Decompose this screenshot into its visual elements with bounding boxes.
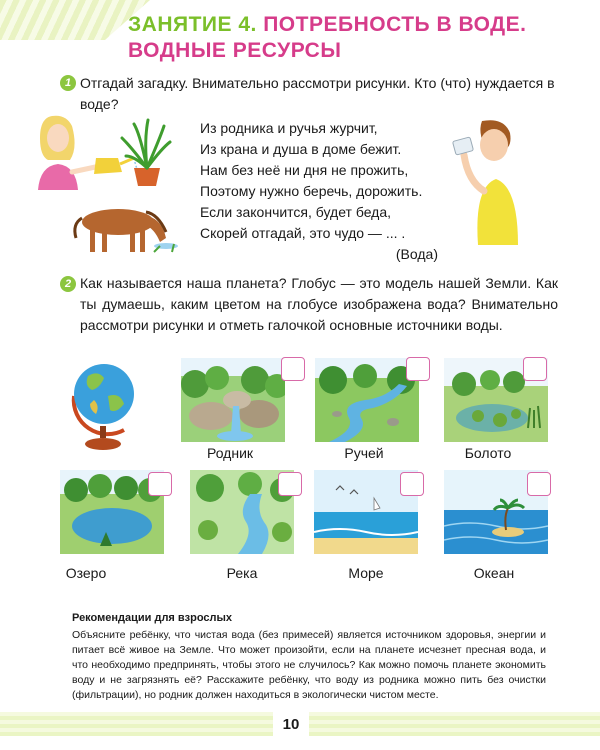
caption-lake: Озеро	[65, 565, 107, 581]
checkbox-ocean[interactable]	[527, 472, 551, 496]
caption-stream: Ручей	[344, 445, 384, 461]
caption-ocean: Океан	[473, 565, 515, 581]
caption-spring: Родник	[206, 445, 254, 461]
task-1-text: Отгадай загадку. Внимательно рассмотри рисунки. Кто (что) нуждается в воде?	[80, 75, 555, 112]
poem-line: Из крана и душа в доме бежит.	[200, 141, 402, 157]
checkbox-river[interactable]	[278, 472, 302, 496]
recommendations-title: Рекомендации для взрослых	[72, 612, 233, 624]
caption-sea: Море	[348, 565, 384, 581]
poem-line: Поэтому нужно беречь, дорожить.	[200, 183, 423, 199]
stream-image	[315, 358, 419, 442]
poem-line: Нам без неё ни дня не прожить,	[200, 162, 409, 178]
boy-drinking-image	[444, 115, 534, 245]
caption-swamp: Болото	[464, 445, 512, 461]
globe-image	[64, 356, 146, 452]
checkbox-spring[interactable]	[281, 357, 305, 381]
girl-watering-plant-image	[22, 108, 172, 190]
page-title	[128, 12, 526, 64]
riddle-answer: (Вода)	[395, 246, 438, 262]
spring-image	[181, 358, 285, 442]
task-2-text: Как называется наша планета? Глобус — это модель нашей Земли. Как ты думаешь, каким цветом на глобусе изображена вода? Внимательно рассмотри рисунки и отметь галочкой основные источники воды.	[80, 275, 558, 333]
riddle-poem	[200, 118, 440, 265]
page-number: 10	[273, 708, 309, 740]
horse-drinking-image	[68, 198, 180, 256]
poem-line: Из родника и ручья журчит,	[200, 120, 378, 136]
lesson-topic-line2: ВОДНЫЕ РЕСУРСЫ	[128, 39, 342, 62]
checkbox-sea[interactable]	[400, 472, 424, 496]
task-2-number: 2	[60, 276, 76, 292]
lesson-number: ЗАНЯТИЕ 4.	[128, 13, 257, 36]
recommendations-text: Объясните ребёнку, что чистая вода (без примесей) является источником здоровья, энергии и питает всё живое на Земле. Что может произойти, если на планете исчезнет пресная вода, и что необходимо предпринять, чтобы этого не случилось? Как можно помочь планете экономить воду и не загрязнять её? Расскажите ребёнку, что воду из родника можно пить без очистки (фильтрации), но родник должен находиться в экологически чистом месте.	[72, 629, 546, 701]
poem-line: Скорей отгадай, это чудо — ... .	[200, 225, 406, 241]
caption-river: Река	[226, 565, 258, 581]
checkbox-swamp[interactable]	[523, 357, 547, 381]
checkbox-stream[interactable]	[406, 357, 430, 381]
lesson-topic-line1: ПОТРЕБНОСТЬ В ВОДЕ.	[263, 13, 527, 36]
poem-line: Если закончится, будет беда,	[200, 204, 392, 220]
task-1-number: 1	[60, 75, 76, 91]
checkbox-lake[interactable]	[148, 472, 172, 496]
